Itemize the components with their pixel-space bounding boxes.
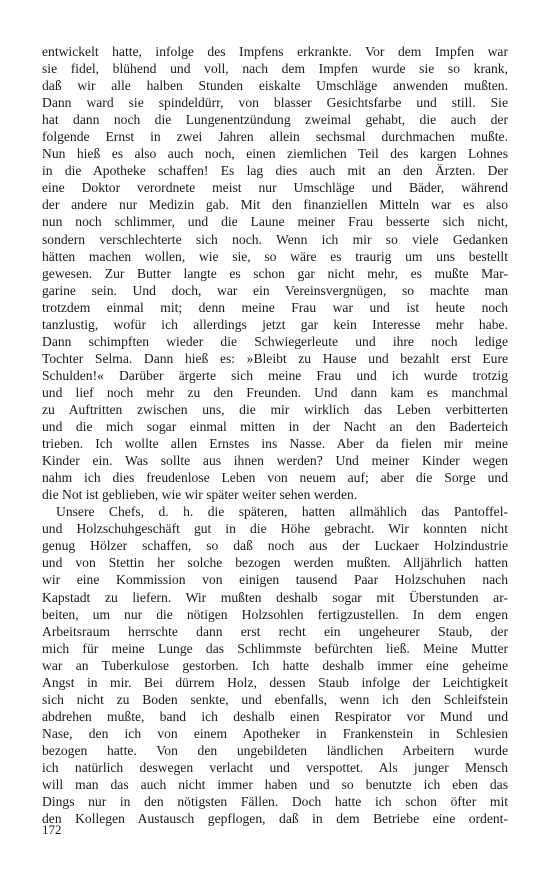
text-line: Tochter Selma. Dann hieß es: »Bleibt zu Hause und bezahlt erst Eure — [42, 350, 508, 366]
body-text — [42, 43, 508, 827]
text-line: Angst in mir. Bei dürrem Holz, dessen Staub infolge der Leichtigkeit — [42, 674, 508, 690]
text-line: ich natürlich deswegen verlacht und verspottet. Als junger Mensch — [42, 759, 508, 775]
text-line: und von Stettin her solche bezogen werden mußten. Alljährlich hatten — [42, 555, 508, 571]
text-line: gewesen. Zur Butter langte es schon gar nicht mehr, es mußte Mar- — [42, 265, 508, 281]
text-line: will man das auch nicht immer haben und so benutzte ich eben das — [42, 777, 508, 793]
text-line: in die Apotheke schaffen! Es lag dies auch mit an den Ärzten. Der — [42, 163, 508, 179]
text-line: war an Tuberkulose gestorben. Ich hatte deshalb immer eine geheime — [42, 657, 508, 673]
text-line: und die mich sogar einmal mitten in der Nacht an den Baderteich — [42, 419, 508, 435]
text-line: nun noch schlimmer, und die Laune meiner Frau besserte sich nicht, — [42, 214, 508, 230]
text-line: hätten machen wollen, wie sie, so wäre es traurig um uns bestellt — [42, 248, 508, 264]
text-line: Dings nur in den nötigsten Fällen. Doch hatte ich schon öfter mit — [42, 794, 508, 810]
text-line: wir eine Kommission von einigen tausend Paar Holzschuhen nach — [42, 572, 508, 588]
text-line: die Not ist geblieben, wie wir später weiter sehen werden. — [42, 487, 358, 503]
text-line: abdrehen mußte, band ich deshalb einen Respirator vor Mund und — [42, 708, 508, 724]
text-line: sondern verschlechterte sich noch. Wenn ich mir so viele Gedanken — [42, 231, 508, 247]
paragraph — [42, 503, 508, 827]
text-line: daß wir alle halben Stunden eiskalte Umschläge anwenden mußten. — [42, 78, 508, 94]
paragraph — [42, 43, 508, 503]
text-line: tanzlustig, wofür ich allerdings jetzt gar kein Interesse mehr habe. — [42, 316, 508, 332]
text-line: zu Auftritten zwischen uns, die mir wirklich das Leben verbitterten — [42, 401, 508, 417]
text-line: Nase, den ich von einem Apotheker in Frankenstein in Schlesien — [42, 725, 508, 741]
text-line: folgende Ernst in zwei Jahren allein sechsmal durchmachen mußte. — [42, 129, 508, 145]
page-number: 172 — [42, 822, 62, 837]
text-line: entwickelt hatte, infolge des Impfens erkrankte. Vor dem Impfen war — [42, 44, 508, 59]
text-line: Dann ward sie spindeldürr, von blasser Gesichtsfarbe und still. Sie — [42, 95, 508, 111]
text-line: und lief noch mehr zu den Freunden. Und dann kam es manchmal — [42, 384, 508, 400]
text-line: Arbeitsraum herrschte dann erst recht ein ungeheurer Staub, der — [42, 623, 508, 639]
text-line: der andere nur Medizin gab. Mit den finanziellen Mitteln war es also — [42, 197, 508, 213]
text-line: eine Doktor verordnete meist nur Umschläge und Bäder, während — [42, 180, 508, 196]
text-line: hat dann noch die Lungenentzündung zweimal gehabt, die auch der — [42, 112, 508, 128]
text-line: Schulden!« Darüber ärgerte sich meine Frau und ich wurde trotzig — [42, 367, 508, 383]
text-line: sie fidel, blühend und voll, nach dem Impfen wurde sie so krank, — [42, 61, 508, 77]
text-line: Kinder ein. Was sollte aus ihnen werden? Und meiner Kinder wegen — [42, 453, 508, 469]
text-line: den Kollegen Austausch gepflogen, daß in dem Betriebe eine ordent- — [42, 811, 508, 827]
text-line: Unsere Chefs, d. h. die späteren, hatten allmählich das Pantoffel- — [56, 504, 508, 520]
text-line: beiten, um nur die nötigen Holzsohlen fertigzustellen. In dem engen — [42, 606, 508, 622]
text-line: sich nicht zu Boden senkte, und ebenfalls, wenn ich den Schleifstein — [42, 691, 508, 707]
text-line: und Holzschuhgeschäft gut in die Höhe gebracht. Wir konnten nicht — [42, 521, 508, 537]
text-line: Dann schimpften wieder die Schwiegerleute und ihre noch ledige — [42, 333, 508, 349]
text-line: garine sein. Und doch, war ein Vereinsvergnügen, so machte man — [42, 282, 508, 298]
text-line: mich für meine Lunge das Schlimmste befürchten ließ. Meine Mutter — [42, 640, 508, 656]
text-line: trieben. Ich wollte allen Ernstes ins Nasse. Aber da fielen mir meine — [42, 436, 508, 452]
text-line: genug Hölzer schaffen, so daß noch aus der Luckaer Holzindustrie — [42, 538, 508, 554]
text-line: bezogen hatte. Von den ungebildeten ländlichen Arbeitern wurde — [42, 742, 508, 758]
text-line: Nun hieß es also auch noch, einen ziemlichen Teil des kargen Lohnes — [42, 146, 508, 162]
text-line: trotzdem einmal mit; denn meine Frau war und ist heute noch — [42, 299, 508, 315]
text-line: nahm ich dies freudenlose Leben von neuem auf; aber die Sorge und — [42, 470, 508, 486]
text-line: Kapstadt zu liefern. Wir mußten deshalb sogar mit Überstunden ar- — [42, 589, 508, 605]
